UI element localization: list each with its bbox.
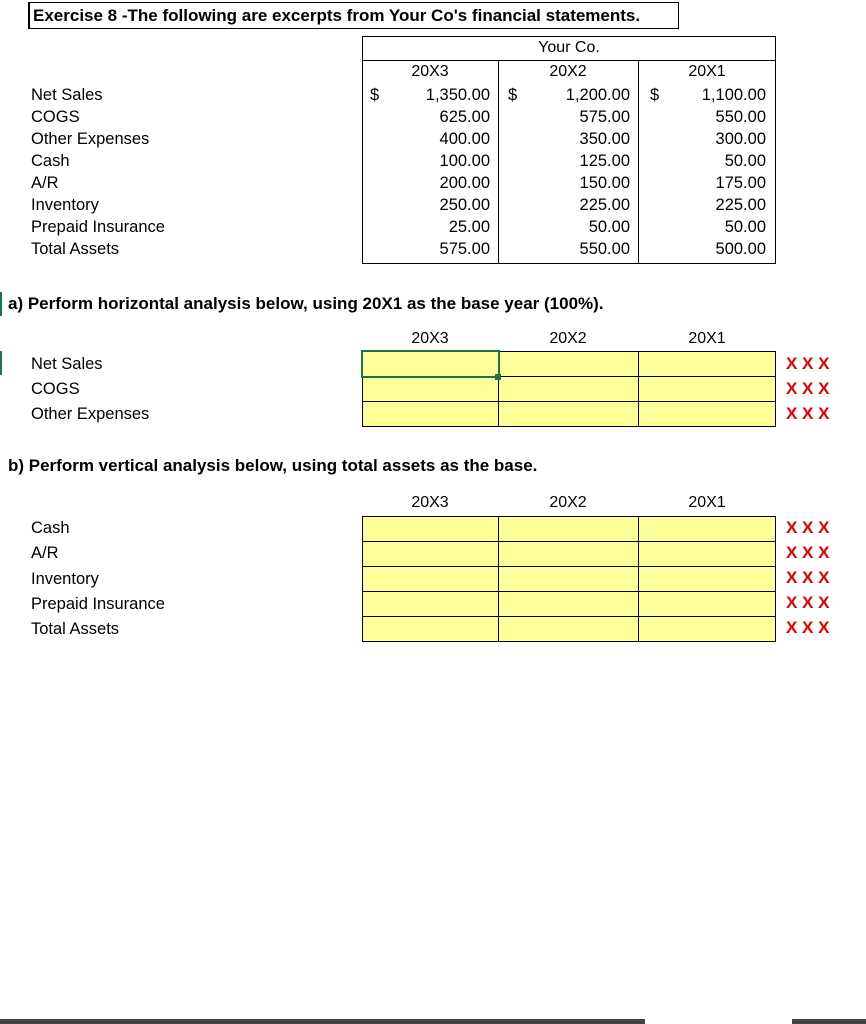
exercise-title: Exercise 8 -The following are excerpts from Your Co's financial statements. [28, 2, 679, 29]
x-marker: X X X [786, 404, 830, 423]
cell-value[interactable]: 350.00 [579, 130, 630, 148]
year-header-20x3: 20X3 [411, 330, 449, 347]
row-label: COGS [31, 108, 80, 126]
row-label: Other Expenses [31, 130, 150, 148]
x-marker: X X X [786, 518, 830, 537]
answer-cell[interactable] [498, 516, 639, 542]
answer-cell[interactable] [362, 566, 499, 592]
currency-symbol: $ [508, 86, 518, 104]
year-header-20x1: 20X1 [688, 330, 726, 347]
cell-value[interactable]: 250.00 [439, 196, 490, 214]
answer-cell[interactable] [498, 376, 639, 402]
answer-cell[interactable] [638, 591, 776, 617]
row-label: Total Assets [31, 620, 120, 638]
bottom-border [0, 1019, 645, 1024]
x-marker: X X X [786, 543, 830, 562]
x-marker: X X X [786, 568, 830, 587]
selected-cell-outline[interactable] [361, 350, 500, 378]
cell-value[interactable]: 225.00 [579, 196, 630, 214]
cell-edge-marker [0, 351, 2, 375]
year-header-20x1: 20X1 [688, 494, 726, 511]
cell-value[interactable]: 1,350.00 [425, 86, 490, 104]
fill-handle[interactable] [495, 374, 501, 380]
cell-value[interactable]: 400.00 [439, 130, 490, 148]
bottom-border [792, 1019, 866, 1024]
cell-value[interactable]: 100.00 [439, 152, 490, 170]
answer-cell[interactable] [638, 541, 776, 567]
row-label: A/R [31, 544, 59, 562]
answer-cell[interactable] [362, 516, 499, 542]
year-header-20x3: 20X3 [411, 494, 449, 511]
row-label: Total Assets [31, 240, 120, 258]
cell-value[interactable]: 50.00 [588, 218, 630, 236]
x-marker: X X X [786, 379, 830, 398]
cell-value[interactable]: 550.00 [579, 240, 630, 258]
year-header-20x2: 20X2 [549, 63, 587, 80]
answer-cell[interactable] [498, 541, 639, 567]
cell-value[interactable]: 175.00 [715, 174, 766, 192]
answer-cell[interactable] [638, 376, 776, 402]
row-label: Net Sales [31, 355, 103, 373]
cell-edge-marker [0, 292, 2, 316]
row-label: Inventory [31, 196, 99, 214]
cell-value[interactable]: 200.00 [439, 174, 490, 192]
answer-cell[interactable] [498, 616, 639, 642]
row-label: Prepaid Insurance [31, 218, 165, 236]
cell-value[interactable]: 500.00 [715, 240, 766, 258]
row-label: COGS [31, 380, 80, 398]
cell-value[interactable]: 50.00 [724, 152, 766, 170]
cell-value[interactable]: 25.00 [448, 218, 490, 236]
cell-value[interactable]: 1,200.00 [565, 86, 630, 104]
answer-cell[interactable] [362, 401, 499, 427]
row-label: Inventory [31, 570, 99, 588]
row-label: Other Expenses [31, 405, 150, 423]
row-label: Cash [31, 519, 70, 537]
answer-cell[interactable] [638, 351, 776, 377]
answer-cell[interactable] [638, 516, 776, 542]
cell-value[interactable]: 550.00 [715, 108, 766, 126]
cell-value[interactable]: 625.00 [439, 108, 490, 126]
cell-value[interactable]: 1,100.00 [701, 86, 766, 104]
answer-cell[interactable] [498, 351, 639, 377]
year-header-20x2: 20X2 [549, 330, 587, 347]
cell-value[interactable]: 225.00 [715, 196, 766, 214]
x-marker: X X X [786, 618, 830, 637]
cell-value[interactable]: 300.00 [715, 130, 766, 148]
year-header-20x2: 20X2 [549, 494, 587, 511]
horizontal-analysis-heading: a) Perform horizontal analysis below, using 20X1 as the base year (100%). [8, 294, 604, 313]
answer-cell[interactable] [362, 591, 499, 617]
currency-symbol: $ [650, 86, 660, 104]
answer-cell[interactable] [362, 376, 499, 402]
answer-cell[interactable] [638, 566, 776, 592]
row-label: Prepaid Insurance [31, 595, 165, 613]
answer-cell[interactable] [638, 616, 776, 642]
x-marker: X X X [786, 593, 830, 612]
x-marker: X X X [786, 354, 830, 373]
answer-cell[interactable] [362, 541, 499, 567]
answer-cell[interactable] [362, 616, 499, 642]
currency-symbol: $ [370, 86, 380, 104]
year-header-20x3: 20X3 [411, 63, 449, 80]
cell-value[interactable]: 575.00 [579, 108, 630, 126]
cell-value[interactable]: 50.00 [724, 218, 766, 236]
vertical-analysis-heading: b) Perform vertical analysis below, using total assets as the base. [8, 456, 538, 475]
answer-cell[interactable] [498, 401, 639, 427]
answer-cell[interactable] [498, 566, 639, 592]
row-label: Net Sales [31, 86, 103, 104]
year-header-20x1: 20X1 [688, 63, 726, 80]
row-label: A/R [31, 174, 59, 192]
cell-value[interactable]: 150.00 [579, 174, 630, 192]
answer-cell[interactable] [638, 401, 776, 427]
company-name: Your Co. [538, 39, 600, 56]
answer-cell[interactable] [498, 591, 639, 617]
row-label: Cash [31, 152, 70, 170]
cell-value[interactable]: 575.00 [439, 240, 490, 258]
cell-value[interactable]: 125.00 [579, 152, 630, 170]
